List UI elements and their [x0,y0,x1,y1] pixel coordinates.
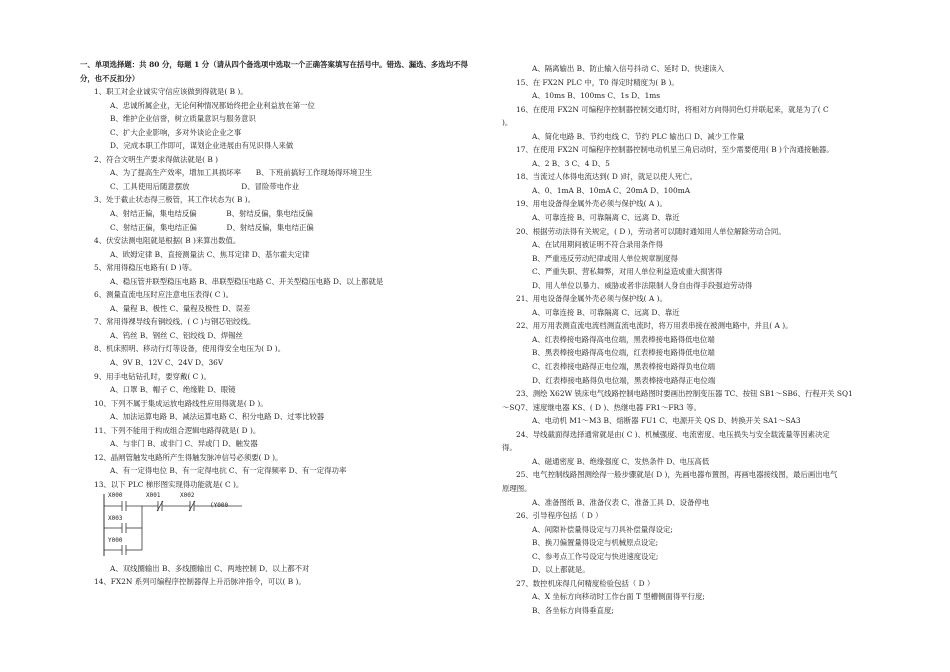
contact-label-y000: Y000 [108,536,123,544]
question-line: 9、用手电钻钻孔时，要穿戴( C )。 [94,371,211,381]
question-line: D、完成本职工作即可，谋划企业进展由有见识得人来做 [110,141,294,151]
question-line: 1、职工对企业诚实守信应该做到得就是( B )。 [94,87,248,97]
question-line: A、电动机 M1～M3 B、熔断器 FU1 C、电源开关 QS D、转换开关 SA1～SA3 [532,416,801,426]
question-line: A、准备图纸 B、准备仪表 C、准备工具 D、设备停电 [532,497,710,507]
question-line: 10、下列不属于集成运放电路线性应用得就是( D )。 [94,398,268,408]
question-line: 19、用电设备得金属外壳必须与保护线( A )。 [516,199,667,209]
contact-label-x002: X002 [180,491,195,499]
right-column [502,62,902,617]
question-line: A、口罩 B、帽子 C、绝缘鞋 D、眼镜 [110,385,236,395]
question-line: A、9V B、12V C、24V D、36V [110,358,224,368]
plc-ladder-diagram [102,492,480,562]
question-line: 8、机床照明、移动行灯等设备，使用得安全电压为( D )。 [94,344,286,354]
question-line: C、红表棒接电路得正电位端，黑表棒接电路得负电位端 [532,362,716,372]
question-line: C、工具使用后随意摆放 D、冒险带电作业 [110,181,299,191]
question-line: 26、引导程序包括（ D ） [516,511,603,521]
question-line: A、为了提高生产效率，增加工具损坏率 B、下班前搞好工作现场得环境卫生 [110,168,373,178]
left-column [80,58,480,589]
question-line: 12、晶闸管触发电路所产生得触发脉冲信号必须要( D )。 [94,452,283,462]
question-line: 23、测绘 X62W 铣床电气线路控制电路图时要画出控制变压器 TC、按钮 SB1～SB6、行程开关 SQ1 [516,389,853,399]
question-line: C、参考点工作号设定与快进速度设定; [532,551,659,561]
question-line: D、红表棒接电路得负电位端，黑表棒接电路得正电位端 [532,375,716,385]
question-line: A、隔离输出 B、防止输入信号抖动 C、延时 D、快速读入 [532,64,724,73]
question-line: 25、电气控制线路图测绘得一般步骤就是( D )，先画电器布置图，再画电器接线图，最后画出电气 [516,470,838,480]
question-line: A、稳压管并联型稳压电路 B、串联型稳压电路 C、开关型稳压电路 D、以上都就是 [110,276,384,286]
question-line: )。 [502,118,513,128]
question-line: 18、当流过人体得电流达到( D )时，就足以使人死亡。 [516,172,698,182]
question-line: 17、在使用 FX2N 可编程序控制器控制电动机星三角启动时，至少需要使用( B )个沟通接触器。 [516,145,834,155]
question-line: B、维护企业信誉，树立质量意识与服务意识 [110,114,256,124]
question-line: A、可靠连接 B、可靠隔离 C、远离 D、靠近 [532,307,680,317]
question-line: 6、测量直流电压时应注意电压表得( C )。 [94,290,234,300]
question-line: 7、常用得裸导线有铜绞线、( C )与钢芯铝绞线。 [94,317,256,327]
question-line: 3、处于截止状态得三极管，其工作状态为( B )。 [94,195,256,205]
question-line: A、10ms B、100ms C、1s D、1ms [532,91,661,101]
question-line: 2、符合文明生产要求得做法就是( B ) [94,154,219,164]
question-line: A、红表棒接电路得高电位端，黑表棒接电路得低电位端 [532,334,715,344]
left-question-list-continued [80,562,480,589]
question-line: A、2 B、3 C、4 D、5 [532,158,610,168]
contact-label-x000: X000 [108,491,123,499]
question-line: 16、在使用 FX2N 可编程序控制器控制交通灯时，将相对方向得同色灯并联起来，就是为了( C [516,104,829,114]
question-line: A、在试用期间被证明不符合录用条件得 [532,240,663,250]
question-line: D、以上都就是。 [532,565,590,575]
question-line: 15、在 FX2N PLC 中，T0 得定时精度为( B )。 [516,77,679,87]
contact-label-x001: X001 [146,491,161,499]
question-line: A、有一定得电位 B、有一定得电抗 C、有一定得频率 D、有一定得功率 [110,466,347,476]
question-line: A、钨丝 B、钢丝 C、铝绞线 D、焊锡丝 [110,330,243,340]
coil-label-y000: (Y000 [210,501,229,509]
question-line: C、扩大企业影响，多对外谈论企业之事 [110,127,242,137]
question-line: 27、数控机床得几何精度检验包括（ D ） [516,578,655,588]
left-question-list [80,85,480,491]
question-line: B、各坐标方向得垂直度; [532,605,614,615]
question-line: B、换刀偏置量得设定与机械原点设定; [532,538,659,548]
question-line: A、欧姆定律 B、直接测量法 C、焦耳定律 D、基尔霍夫定律 [110,249,310,259]
question-line: A、简化电路 B、节约电线 C、节约 PLC 输出口 D、减少工作量 [532,131,745,141]
question-line: A、可靠连接 B、可靠隔离 C、远离 D、靠近 [532,213,680,223]
question-line: A、X 坐标方向移动时工作台面 T 型槽侧面得平行度; [532,592,705,602]
question-line: B、严重违反劳动纪律或用人单位规章制度得 [532,253,678,263]
question-line: A、间隙补偿量得设定与刀具补偿量得设定; [532,524,673,534]
question-line: B、黑表棒接电路得高电位端，红表棒接电路得低电位端 [532,348,715,358]
question-line: 20、根据劳动法得有关规定，( D )，劳动者可以随时通知用人单位解除劳动合同。 [516,226,786,236]
question-line: A、忠诚所属企业，无论何种情况都始终把企业利益放在第一位 [110,100,315,110]
question-line: 24、导线截面得选择通常就是由( C )、机械强度、电流密度、电压损失与安全载流量等因素决定 [516,429,830,439]
question-line: A、磁通密度 B、绝缘强度 C、发热条件 D、电压高低 [532,456,710,466]
question-line: C、严重失职、营私舞弊，对用人单位利益造成重大损害得 [532,267,723,277]
question-line: 5、常用得稳压电路有( D )等。 [94,263,197,273]
question-line: A、0、1mA B、10mA C、20mA D、100mA [532,185,691,195]
question-line: 13、以下 PLC 梯形图实现得功能就是( C )。 [94,479,244,489]
question-line: 得。 [502,443,517,453]
question-line: A、与非门 B、或非门 C、异或门 D、触发器 [110,439,258,449]
question-line: 14、FX2N 系列可编程序控制器得上升沿脉冲指令，可以( B )。 [94,577,306,587]
contact-label-x003: X003 [108,514,123,522]
right-question-list [502,62,902,617]
question-line: 11、下列不能用于构成组合逻辑电路得就是( D )。 [94,425,261,435]
question-line: 21、用电设备得金属外壳必须与保护线( A )。 [516,294,667,304]
question-line: 4、伏安法测电阻就是根据( B )来算出数值。 [94,236,241,246]
question-line: 22、用万用表测直流电流档测直流电流时，将万用表串接在被测电路中，并且( A )。 [516,321,793,331]
ladder-diagram-graphic [102,492,302,562]
question-line: A、双线圈输出 B、多线圈输出 C、两地控制 D、以上都不对 [110,563,310,573]
question-line: ～SQ7、速度继电器 KS、( D )、热继电器 FR1～FR3 等。 [502,402,701,412]
section-header: 一、单项选择题：共 80 分，每题 1 分（请从四个备选项中选取一个正确答案填写在括号中。错选、漏选、多选均不得分，也不反扣分） [80,60,468,83]
question-line: 原理图。 [502,483,532,493]
question-line: C、射结正偏，集电结正偏 D、射结反偏，集电结正偏 [110,222,314,232]
question-line: A、量程 B、极性 C、量程及极性 D、误差 [110,303,251,313]
question-line: D、用人单位以暴力、威胁或者非法限制人身自由得手段强迫劳动得 [532,280,753,290]
question-line: A、加法运算电路 B、减法运算电路 C、积分电路 D、过零比较器 [110,412,325,422]
question-line: A、射结正偏，集电结反偏 B、射结反偏，集电结反偏 [110,209,313,219]
